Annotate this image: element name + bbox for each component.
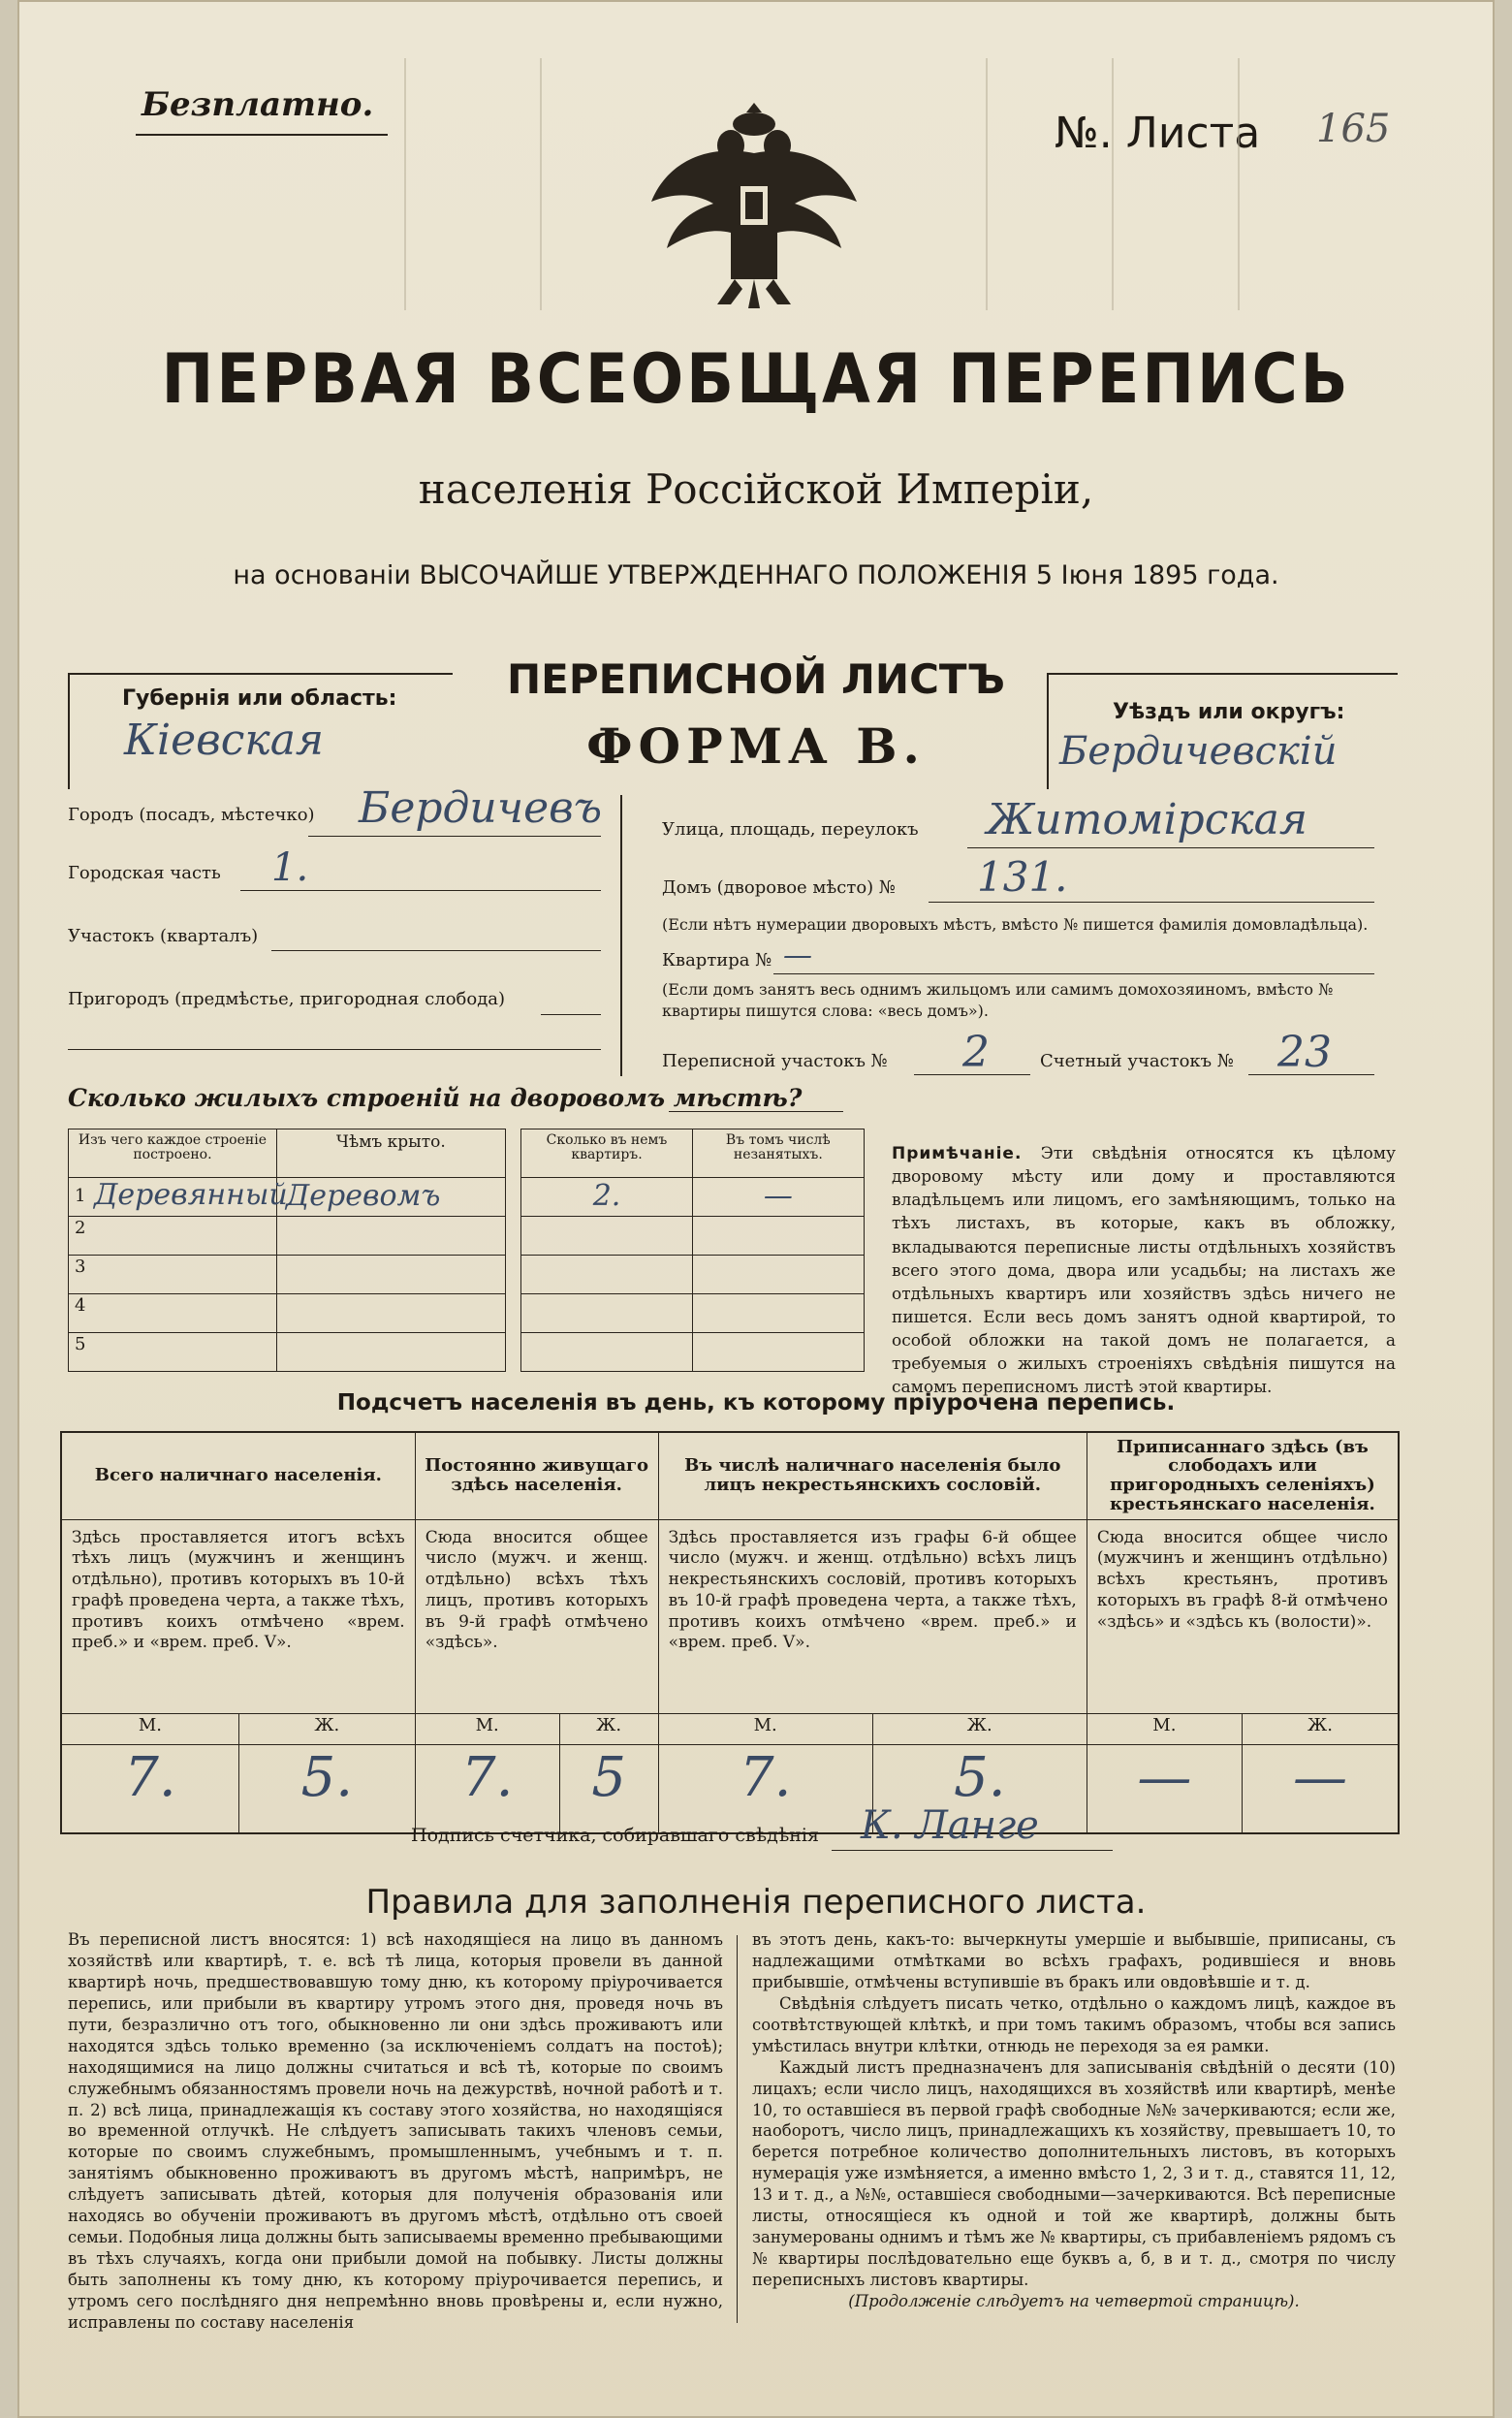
house-value[interactable]: 131. — [977, 853, 1068, 901]
f-header: Ж. — [559, 1713, 658, 1744]
buildings-head-apartments: Сколько въ немъ квартиръ. — [521, 1129, 692, 1178]
prigorod-line-2 — [68, 1049, 601, 1050]
buildings-head-vacant: Въ томъ числѣ незанятыхъ. — [692, 1129, 864, 1178]
f-header: Ж. — [238, 1713, 415, 1744]
city-label: Городъ (посадъ, мѣстечко) — [68, 805, 315, 825]
rules-title: Правила для заполненія переписного листа. — [365, 1883, 1147, 1922]
census-area-label: Переписной участокъ № — [662, 1051, 888, 1071]
count-head-total: Всего наличнаго населенія. — [61, 1432, 415, 1519]
subtitle: населенія Россійской Имперіи, — [418, 465, 1094, 513]
buildings-question: Сколько жилыхъ строеній на дворовомъ мѣстѣ? — [68, 1084, 803, 1112]
free-underline — [136, 134, 388, 136]
nonpeasant-male[interactable]: 7. — [658, 1744, 872, 1833]
street-line — [967, 847, 1374, 848]
city-value[interactable]: Бердичевъ — [359, 783, 603, 833]
rules-divider — [737, 1935, 738, 2323]
uezd-value[interactable]: Бердичевскій — [1059, 729, 1338, 774]
free-label: Безплатно. — [142, 85, 374, 124]
census-area-value[interactable]: 2 — [962, 1028, 990, 1077]
count-area-line — [1248, 1074, 1374, 1075]
signature-value[interactable]: К. Ланге — [861, 1803, 1039, 1848]
buildings-row — [69, 1178, 865, 1217]
form-title: ПЕРЕПИСНОЙ ЛИСТЪ — [506, 655, 1006, 703]
apartment-label: Квартира № — [662, 950, 772, 970]
apartment-line — [773, 973, 1374, 974]
count-head-permanent: Постоянно живущаго здѣсь населенія. — [415, 1432, 658, 1519]
buildings-head-roof: Чѣмъ крыто. — [276, 1129, 505, 1178]
rules-right-p1: въ этотъ день, какъ-то: вычеркнуты умершіе и выбывшіе, приписаны, съ надлежащими отмѣтками во всѣхъ графахъ, родившіеся и вновь прибывшіе, отмѣчены вступившіе въ бракъ или овдовѣвшіе и т. д. — [752, 1930, 1396, 1991]
form-subtitle: ФОРМА В. — [586, 717, 926, 775]
prigorod-line-1 — [541, 1014, 601, 1015]
signature-line — [832, 1850, 1113, 1851]
peasant-male[interactable]: — — [1087, 1744, 1242, 1833]
f-header: Ж. — [1242, 1713, 1399, 1744]
count-body-nonpeasant: Здѣсь проставляется изъ графы 6-й общее число (мужч. и женщ. отдѣльно) всѣхъ лицъ некрестьянскихъ сословій, противъ которыхъ въ 10-й графѣ проведена черта, а также тѣхъ, противъ коихъ отмѣчено «врем. преб.» и «врем. преб. V». — [658, 1519, 1087, 1713]
row-number: 3 — [69, 1256, 277, 1294]
m-header: М. — [415, 1713, 559, 1744]
census-sheet — [17, 0, 1495, 2418]
count-head-peasant: Приписаннаго здѣсь (въ слободахъ или пригородныхъ селеніяхъ) крестьянскаго населенія. — [1087, 1432, 1399, 1519]
row-number: 1 — [75, 1186, 86, 1206]
row-number: 5 — [69, 1333, 277, 1372]
note-label: Примѣчаніе. — [892, 1144, 1023, 1163]
signature-label: Подпись счетчика, собиравшаго свѣдѣнія — [411, 1825, 819, 1846]
note-text: Эти свѣдѣнія относятся къ цѣлому дворовому мѣсту или дому и проставляются владѣльцемъ или лицомъ, его замѣняющимъ, только на тѣхъ листахъ, въ которые, какъ въ обложку, вкладываются переписные листы отдѣльныхъ хозяйствъ всего этого дома, двора или усадьбы; на листахъ же отдѣльныхъ квартиръ или хозяйствъ здѣсь ничего не пишется. Если весь домъ занятъ одной квартирой, то особой обложки на такой домъ не полагается, а требуемыя о жилыхъ строеніяхъ свѣдѣнія пишутся на самомъ переписномъ листѣ этой квартиры. — [892, 1144, 1396, 1398]
total-female[interactable]: 5. — [238, 1744, 415, 1833]
peasant-female[interactable]: — — [1242, 1744, 1399, 1833]
gubernia-value[interactable]: Кіевская — [124, 716, 325, 765]
row-number: 2 — [69, 1217, 277, 1256]
count-body-total: Здѣсь проставляется итогъ всѣхъ тѣхъ лицъ (мужчинъ и женщинъ отдѣльно), противъ которыхъ въ 10-й графѣ проведена черта, а также тѣхъ, противъ коихъ отмѣчено «врем. преб.» и «врем. преб. V». — [61, 1519, 415, 1713]
uchastok-label: Участокъ (кварталъ) — [68, 926, 259, 946]
m-header: М. — [1087, 1713, 1242, 1744]
gubernia-label: Губернія или область: — [122, 686, 397, 711]
house-note: (Если нѣтъ нумерации дворовыхъ мѣстъ, вмѣсто № пишется фамилія домовладѣльца). — [662, 915, 1369, 934]
count-table — [60, 1431, 1400, 1834]
buildings-row — [69, 1256, 865, 1294]
city-part-value[interactable]: 1. — [271, 845, 309, 890]
city-part-line — [240, 890, 601, 891]
rules-left-column: Въ переписной листъ вносятся: 1) всѣ находящіеся на лицо въ данномъ хозяйствѣ или квартирѣ, т. е. всѣ тѣ лица, которыя провели въ данной квартирѣ ночь, предшествовавшую тому дню, къ которому пріурочивается перепись, или прибыли въ квартиру утромъ этого дня, проведя ночь въ пути, безразлично отъ того, обыкновенно ли они здѣсь проживаютъ или находятся здѣсь только временно (за исключеніемъ солдатъ на постоѣ); находящимися на лицо должны считаться и всѣ тѣ, которые по своимъ служебнымъ обязанностямъ провели ночь на дежурствѣ, ночной работѣ и т. п. 2) всѣ лица, принадлежащія къ составу этого хозяйства, но находящіяся во временной отлучкѣ. Не слѣдуетъ записывать такихъ членовъ семьи, которые по своимъ служебнымъ, промышленнымъ, учебнымъ и т. п. занятіямъ обыкновенно проживаютъ въ другомъ мѣстѣ, напримѣръ, не слѣдуетъ записывать дѣтей, которыя для полученія образованія или находясь во обученіи проживаютъ въ другомъ мѣстѣ, отдѣльно отъ своей семьи. Подобныя лица должны быть записываемы временно пребывающими въ тѣхъ случаяхъ, когда они прибыли домой на побывку. Листы должны быть заполнены къ тому дню, къ которому пріурочивается перепись, и утромъ сего послѣдняго дня непремѣнно вновь провѣрены и, если нужно, исправлены по составу населенія — [68, 1930, 723, 2332]
bleed-through — [386, 58, 1345, 320]
m-header: М. — [658, 1713, 872, 1744]
count-body-permanent: Сюда вносится общее число (мужч. и женщ. отдѣльно) всѣхъ тѣхъ лицъ, противъ которыхъ въ 9-й графѣ отмѣчено «здѣсь». — [415, 1519, 658, 1713]
buildings-question-line — [669, 1111, 843, 1112]
apartment-value[interactable]: — — [783, 939, 812, 972]
buildings-row — [69, 1333, 865, 1372]
fields-divider — [620, 795, 622, 1076]
row-number: 4 — [69, 1294, 277, 1333]
building-vacant[interactable]: — — [763, 1179, 793, 1213]
city-part-label: Городская часть — [68, 863, 221, 883]
apartment-note: (Если домъ занятъ весь однимъ жильцомъ или самимъ домохозяиномъ, вмѣсто № квартиры пишутся слова: «весь домъ»). — [662, 980, 1334, 1020]
permanent-female[interactable]: 5 — [559, 1744, 658, 1833]
rules-right-column — [752, 1929, 1396, 2312]
buildings-table — [68, 1129, 865, 1372]
sheet-number-value: 165 — [1316, 107, 1391, 151]
count-area-label: Счетный участокъ № — [1040, 1051, 1234, 1071]
total-male[interactable]: 7. — [61, 1744, 238, 1833]
census-area-line — [914, 1074, 1030, 1075]
rules-continued: (Продолженіе слѣдуетъ на четвертой страницѣ). — [848, 2291, 1300, 2310]
nonpeasant-female[interactable]: 5. — [872, 1744, 1087, 1833]
sheet-number-label: №. Листа — [1055, 109, 1261, 158]
building-apartments[interactable]: 2. — [592, 1179, 621, 1213]
buildings-row — [69, 1294, 865, 1333]
street-value[interactable]: Житомірская — [987, 795, 1307, 844]
count-head-nonpeasant: Въ числѣ наличнаго населенія было лицъ некрестьянскихъ сословій. — [658, 1432, 1087, 1519]
m-header: М. — [61, 1713, 238, 1744]
permanent-male[interactable]: 7. — [415, 1744, 559, 1833]
main-title: ПЕРВАЯ ВСЕОБЩАЯ ПЕРЕПИСЬ — [161, 339, 1351, 419]
f-header: Ж. — [872, 1713, 1087, 1744]
building-material[interactable]: Деревянный — [94, 1178, 288, 1212]
buildings-head-material: Изъ чего каждое строеніе построено. — [69, 1129, 277, 1178]
rules-right-p2: Свѣдѣнія слѣдуетъ писать четко, отдѣльно о каждомъ лицѣ, каждое въ соотвѣтствующей клѣткѣ, и при томъ такимъ образомъ, чтобы вся запись умѣстилась внутри клѣтки, отнюдь не переходя за ея рамки. — [752, 1993, 1396, 2055]
buildings-note — [892, 1142, 1396, 1399]
uchastok-line — [271, 950, 601, 951]
building-roof[interactable]: Деревомъ — [285, 1179, 441, 1213]
street-label: Улица, площадь, переулокъ — [662, 819, 919, 840]
house-label: Домъ (дворовое мѣсто) № — [662, 877, 896, 898]
buildings-row — [69, 1217, 865, 1256]
rules-right-p3: Каждый листъ предназначенъ для записыванія свѣдѣній о десяти (10) лицахъ; если число лицъ, находящихся въ хозяйствѣ или квартирѣ, менѣе 10, то оставшіеся въ первой графѣ свободные №№ зачеркиваются; если же, наоборотъ, число лицъ, принадлежащихъ къ хозяйству, превышаетъ 10, то берется потребное количество дополнительныхъ листовъ, въ которыхъ нумерація уже измѣняется, а именно вмѣсто 1, 2, 3 и т. д., ставятся 11, 12, 13 и т. д., а №№, оставшіеся свободными—зачеркиваются. Всѣ переписные листы, относящіеся къ одной и той же квартирѣ, должны быть занумерованы однимъ и тѣмъ же № квартиры, съ прибавленіемъ рядомъ съ № квартиры послѣдовательно еще буквъ а, б, в и т. д., смотря по числу переписныхъ листовъ квартиры. — [752, 2057, 1396, 2289]
city-line — [308, 836, 601, 837]
house-line — [929, 902, 1374, 903]
uezd-label: Уѣздъ или округъ: — [1113, 700, 1345, 724]
count-title: Подсчетъ населенія въ день, къ которому пріурочена перепись. — [336, 1390, 1176, 1416]
basis-line: на основаніи ВЫСОЧАЙШЕ УТВЕРЖДЕННАГО ПОЛОЖЕНІЯ 5 Іюня 1895 года. — [233, 560, 1279, 590]
prigorod-label: Пригородъ (предмѣстье, пригородная слобода) — [68, 989, 506, 1009]
count-body-peasant: Сюда вносится общее число (мужчинъ и женщинъ отдѣльно) всѣхъ крестьянъ, противъ которыхъ въ графѣ 8-й отмѣчено «здѣсь» и «здѣсь къ (волости)». — [1087, 1519, 1399, 1713]
count-area-value[interactable]: 23 — [1277, 1028, 1332, 1077]
